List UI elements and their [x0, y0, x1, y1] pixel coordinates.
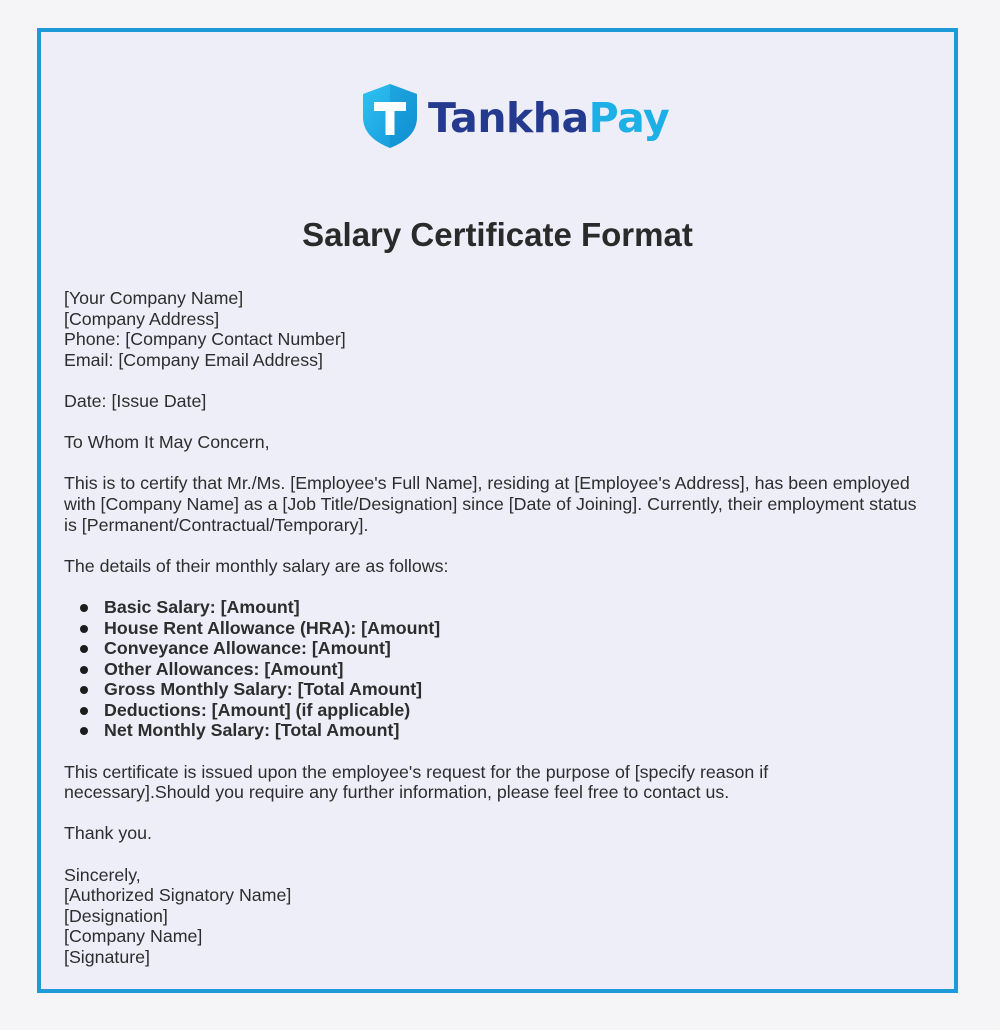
salary-breakdown-list: [64, 597, 924, 741]
brand-name: [428, 93, 670, 142]
salary-details-intro: The details of their monthly salary are as follows:: [64, 555, 449, 576]
sender-company-name: [Your Company Name]: [64, 288, 244, 308]
brand-name-tankha: Tankha: [428, 93, 589, 142]
brand-name-pay: Pay: [588, 93, 670, 142]
signatory-name: [Authorized Signatory Name]: [64, 885, 292, 906]
purpose-paragraph-line-1: This certificate is issued upon the employee's request for the purpose of [specify reason if: [64, 761, 769, 782]
list-item: Conveyance Allowance: [Amount]: [64, 638, 924, 659]
sign-off: Sincerely,: [64, 864, 141, 885]
page-title: Salary Certificate Format: [302, 216, 693, 253]
list-item: Basic Salary: [Amount]: [64, 597, 924, 618]
certificate-body: [64, 288, 924, 988]
certification-paragraph: This is to certify that Mr./Ms. [Employee's Full Name], residing at [Employee's Address], has been employed with [Company Name] as a [Job Title/Designation] since [Date of Joining]. Currently, their employment status is [Permanent/Contractual/Temporary].: [64, 473, 917, 535]
sender-phone: Phone: [Company Contact Number]: [64, 329, 346, 350]
purpose-paragraph: [64, 762, 924, 803]
signatory-designation: [Designation]: [64, 905, 168, 926]
sender-company-address: [Company Address]: [64, 308, 220, 329]
sender-block: [64, 288, 924, 370]
sender-email: Email: [Company Email Address]: [64, 349, 323, 370]
list-item: Deductions: [Amount] (if applicable): [64, 700, 924, 721]
list-item: Net Monthly Salary: [Total Amount]: [64, 720, 924, 741]
list-item: House Rent Allowance (HRA): [Amount]: [64, 618, 924, 639]
brand-logo: [361, 81, 669, 151]
thanks-line: Thank you.: [64, 823, 152, 844]
signatory-company-name: [Company Name]: [64, 926, 203, 947]
certificate-frame: [37, 28, 958, 993]
list-item: Gross Monthly Salary: [Total Amount]: [64, 679, 924, 700]
shield-t-logo-icon: [361, 83, 419, 149]
salutation: To Whom It May Concern,: [64, 432, 270, 453]
list-item: Other Allowances: [Amount]: [64, 659, 924, 680]
signature-placeholder: [Signature]: [64, 947, 150, 967]
purpose-paragraph-line-2: necessary].Should you require any further information, please feel free to contact us.: [64, 782, 730, 803]
issue-date: Date: [Issue Date]: [64, 390, 207, 411]
closing-block: [64, 865, 924, 968]
